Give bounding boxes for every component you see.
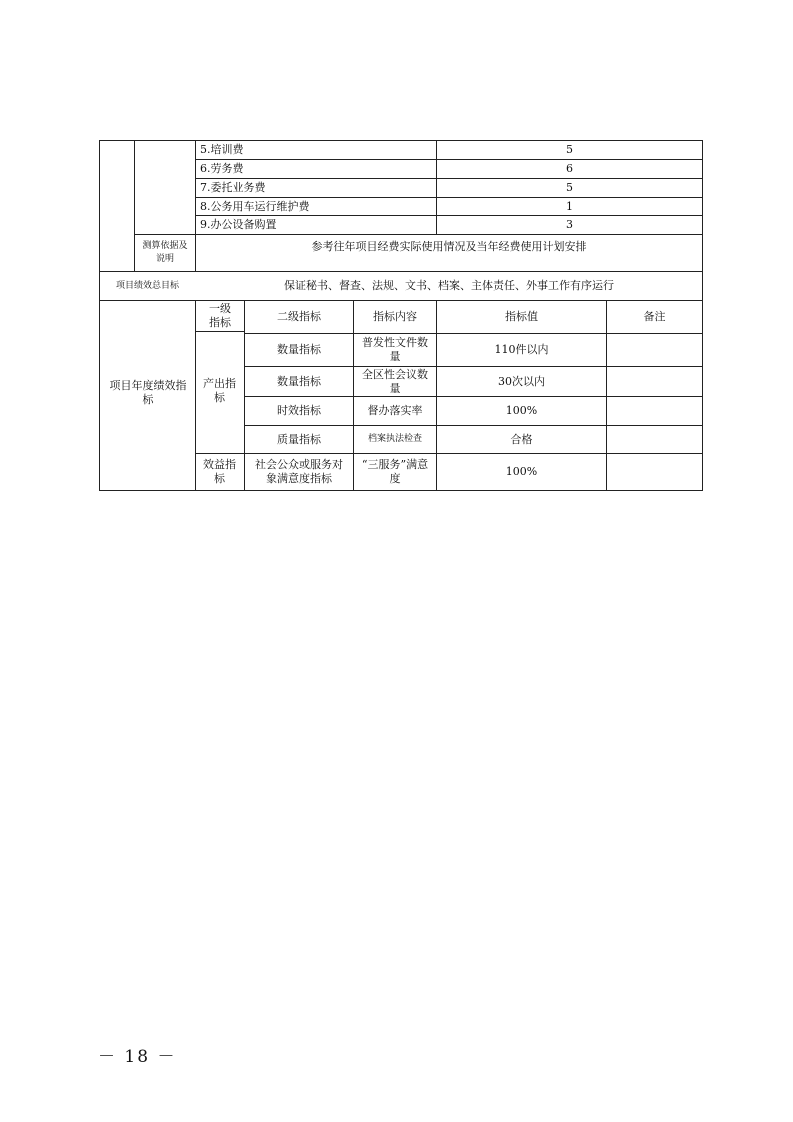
- budget-item-amount: 6: [566, 162, 573, 175]
- note-cell: [607, 426, 702, 453]
- note-cell: [607, 397, 702, 425]
- budget-item-name: 5.培训费: [200, 143, 244, 156]
- budget-item-name: 6.劳务费: [200, 162, 244, 175]
- note-cell: [607, 367, 702, 396]
- annual-indicators-label: 项目年度绩效指标: [109, 379, 187, 406]
- budget-item-name: 9.办公设备购置: [200, 218, 277, 231]
- basis-label: 测算依据及说明: [142, 241, 188, 264]
- budget-item-name: 7.委托业务费: [200, 181, 266, 194]
- value-cell: 110件以内: [494, 343, 549, 356]
- budget-item-amount: 5: [566, 181, 573, 194]
- header-level2: 二级指标: [277, 310, 321, 323]
- basis-text: 参考往年项目经费实际使用情况及当年经费使用计划安排: [311, 240, 587, 253]
- value-cell: 30次以内: [498, 374, 545, 388]
- level1-benefit: 效益指标: [203, 458, 236, 485]
- level2-cell: 质量指标: [277, 432, 321, 446]
- overall-goal-text: 保证秘书、督查、法规、文书、档案、主体责任、外事工作有序运行: [284, 279, 614, 292]
- content-cell: 全区性会议数量: [362, 367, 428, 395]
- level2-cell: 社会公众或服务对象满意度指标: [255, 458, 343, 485]
- budget-item-amount: 3: [566, 218, 573, 231]
- header-level1: 一级指标: [209, 302, 231, 329]
- content-cell: 普发性文件数量: [362, 336, 428, 363]
- note-cell: [607, 334, 702, 366]
- level1-output: 产出指标: [203, 377, 236, 404]
- header-note: 备注: [643, 310, 666, 323]
- content-cell: 督办落实率: [367, 404, 423, 417]
- content-cell: 档案执法检查: [367, 434, 422, 444]
- overall-goal-label: 项目绩效总目标: [115, 280, 179, 291]
- value-cell: 100%: [505, 465, 538, 478]
- note-cell: [607, 454, 702, 490]
- level2-cell: 数量指标: [277, 343, 321, 356]
- value-cell: 合格: [510, 432, 533, 446]
- level2-cell: 时效指标: [277, 404, 321, 417]
- value-cell: 100%: [505, 404, 538, 417]
- header-content: 指标内容: [373, 310, 417, 323]
- level2-cell: 数量指标: [277, 374, 321, 388]
- page-number: － 18 －: [98, 1047, 177, 1067]
- header-value: 指标值: [505, 310, 538, 323]
- content-cell: “三服务”满意度: [361, 458, 429, 485]
- budget-item-amount: 1: [566, 199, 573, 213]
- budget-item-amount: 5: [566, 143, 573, 156]
- budget-item-name: 8.公务用车运行维护费: [200, 199, 310, 213]
